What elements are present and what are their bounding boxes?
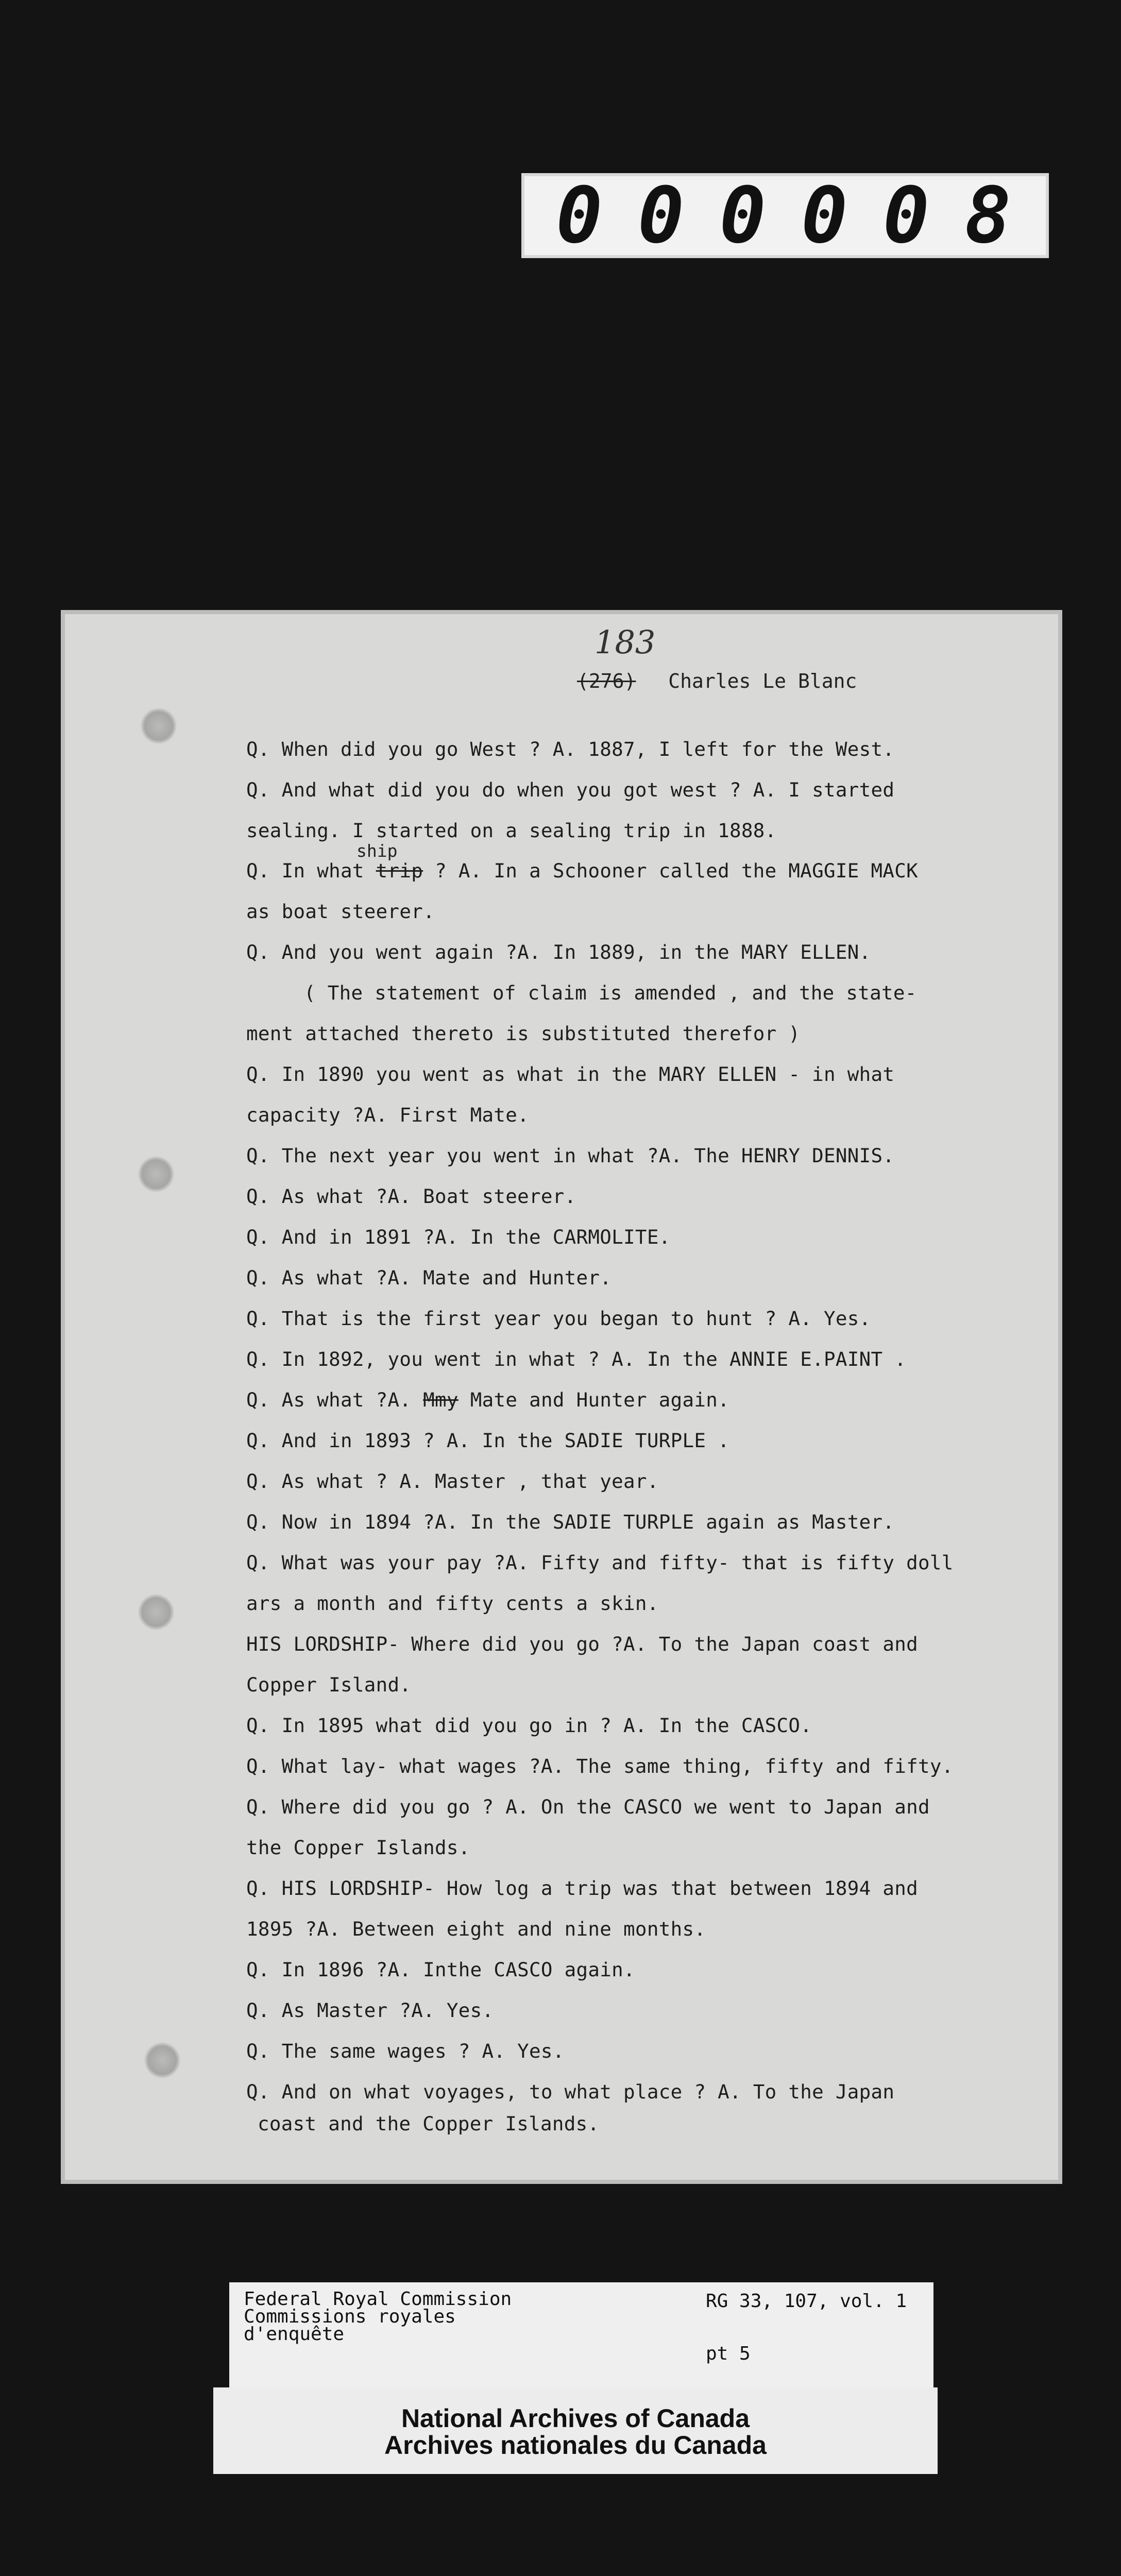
text-line: Q. The next year you went in what ?A. The HENRY DENNIS. bbox=[246, 1144, 895, 1167]
record-group-reference: RG 33, 107, vol. 1 bbox=[706, 2291, 907, 2312]
text-line: Q. As what ?A. Mate and Hunter. bbox=[246, 1266, 612, 1289]
punch-hole bbox=[138, 1156, 174, 1192]
archives-name-fr: Archives nationales du Canada bbox=[384, 2431, 767, 2460]
text-line: Q. What was your pay ?A. Fifty and fifty- that is fifty doll bbox=[246, 1551, 954, 1574]
text-segment: Mate and Hunter again. bbox=[470, 1388, 729, 1411]
text-line: Q. When did you go West ? A. 1887, I left for the West. bbox=[246, 738, 895, 760]
text-line bbox=[246, 859, 918, 882]
punch-hole bbox=[138, 1594, 174, 1630]
text-line: Q. And on what voyages, to what place ? A. To the Japan bbox=[246, 2080, 895, 2103]
text-line: Q. In 1890 you went as what in the MARY ELLEN - in what bbox=[246, 1063, 895, 1086]
text-line: Q. And what did you do when you got west ? A. I started bbox=[246, 778, 895, 801]
text-line: Q. As what ?A. Boat steerer. bbox=[246, 1185, 576, 1208]
text-line: Q. The same wages ? A. Yes. bbox=[246, 2040, 565, 2062]
frame-digit: 0 bbox=[719, 171, 769, 261]
text-line: ment attached thereto is substituted therefor ) bbox=[246, 1022, 801, 1045]
inserted-word: ship bbox=[356, 841, 398, 861]
text-line: capacity ?A. First Mate. bbox=[246, 1104, 530, 1126]
text-segment: Q. In what bbox=[246, 859, 364, 882]
text-segment: ? A. In a Schooner called the MAGGIE MACK bbox=[435, 859, 919, 882]
frame-digit: 0 bbox=[882, 171, 933, 261]
text-line: Q. And you went again ?A. In 1889, in the MARY ELLEN. bbox=[246, 941, 871, 963]
frame-digit: 0 bbox=[801, 171, 851, 261]
text-line: sealing. I started on a sealing trip in 1888. bbox=[246, 819, 777, 842]
archives-label bbox=[213, 2387, 938, 2474]
archives-name-en: National Archives of Canada bbox=[401, 2404, 750, 2433]
text-line: Q. As what ? A. Master , that year. bbox=[246, 1470, 659, 1493]
witness-name: Charles Le Blanc bbox=[668, 670, 857, 692]
catalog-label bbox=[229, 2282, 933, 2391]
part-number: pt 5 bbox=[706, 2343, 751, 2364]
text-line: Q. That is the first year you began to hunt ? A. Yes. bbox=[246, 1307, 871, 1330]
text-line: the Copper Islands. bbox=[246, 1836, 470, 1859]
text-line: HIS LORDSHIP- Where did you go ?A. To the Japan coast and bbox=[246, 1633, 918, 1655]
text-line: Q. In 1895 what did you go in ? A. In the CASCO. bbox=[246, 1714, 812, 1737]
text-line: Q. And in 1891 ?A. In the CARMOLITE. bbox=[246, 1226, 671, 1248]
punch-hole bbox=[144, 2042, 180, 2078]
text-line: coast and the Copper Islands. bbox=[258, 2112, 600, 2135]
text-line: Q. What lay- what wages ?A. The same thing, fifty and fifty. bbox=[246, 1755, 954, 1777]
text-line: Copper Island. bbox=[246, 1673, 412, 1696]
text-line: Q. In 1896 ?A. Inthe CASCO again. bbox=[246, 1958, 635, 1981]
text-line: 1895 ?A. Between eight and nine months. bbox=[246, 1918, 706, 1940]
text-line: Q. In 1892, you went in what ? A. In the ANNIE E.PAINT . bbox=[246, 1348, 907, 1370]
commission-line: Federal Royal Commission bbox=[244, 2289, 512, 2310]
text-line bbox=[246, 1388, 729, 1411]
text-line: as boat steerer. bbox=[246, 900, 435, 923]
text-line: ars a month and fifty cents a skin. bbox=[246, 1592, 659, 1615]
text-line: Q. HIS LORDSHIP- How log a trip was that between 1894 and bbox=[246, 1877, 918, 1900]
frame-number bbox=[521, 171, 1049, 261]
text-line: Q. And in 1893 ? A. In the SADIE TURPLE . bbox=[246, 1429, 729, 1452]
text-line: Q. Where did you go ? A. On the CASCO we went to Japan and bbox=[246, 1795, 930, 1818]
page-header bbox=[577, 670, 857, 692]
commission-name bbox=[244, 2291, 512, 2343]
page-number: 183 bbox=[595, 623, 656, 661]
frame-digit: 8 bbox=[964, 171, 1014, 261]
struck-word: trip bbox=[376, 859, 423, 882]
text-segment: Q. As what ?A. bbox=[246, 1388, 412, 1411]
text-line: ( The statement of claim is amended , and the state- bbox=[304, 981, 917, 1004]
frame-digit: 0 bbox=[637, 171, 688, 261]
frame-digit: 0 bbox=[556, 171, 606, 261]
punch-hole bbox=[141, 708, 177, 744]
text-line: Q. Now in 1894 ?A. In the SADIE TURPLE again as Master. bbox=[246, 1511, 895, 1533]
commission-line: d'enquête bbox=[244, 2324, 345, 2345]
text-line: Q. As Master ?A. Yes. bbox=[246, 1999, 494, 2022]
struck-page-number: (276) bbox=[577, 670, 636, 692]
commission-line: Commissions royales bbox=[244, 2306, 456, 2327]
struck-word: Mmy bbox=[423, 1388, 458, 1411]
